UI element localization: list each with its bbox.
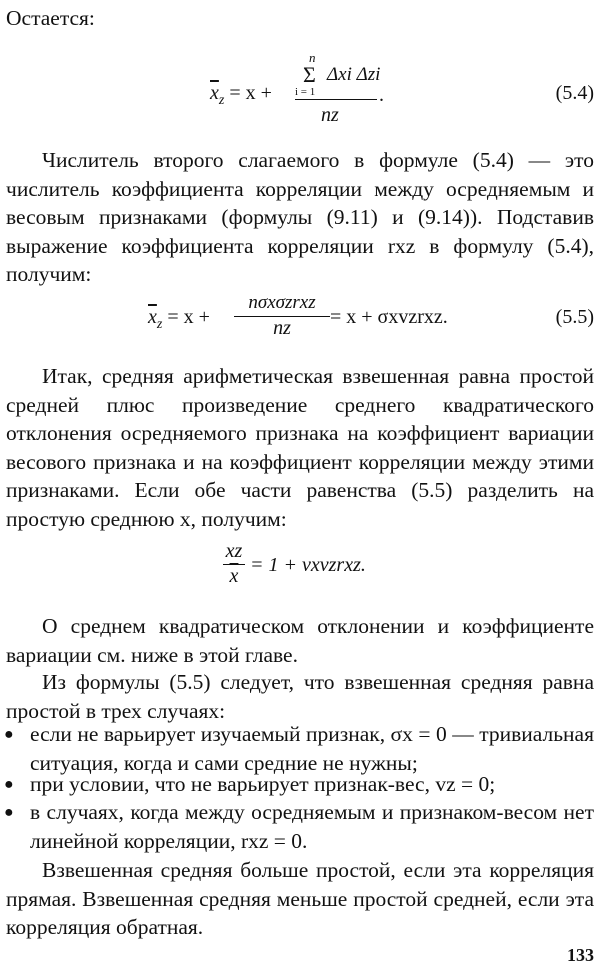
- eq54-fraction-bar: [295, 99, 377, 100]
- paragraph-2: Итак, средняя арифметическая взвешенная равна простой средней плюс произведение среднего квадратического отклонения осредняемого признака на коэффициент вариации весового признака и на коэффициент корреляции между этими признаками. Если обе части равенства (5.5) разделить на простую среднюю x, получим:: [6, 364, 594, 531]
- bullet-dot-2: ●: [4, 776, 14, 793]
- paragraph-4: Из формулы (5.5) следует, что взвешенная средняя равна простой в трех случаях:: [6, 670, 594, 723]
- bullet-dot-1: ●: [4, 726, 14, 743]
- eq54-lhs-sub: z: [218, 93, 225, 108]
- eq54-denominator: nz: [321, 104, 339, 126]
- ratio-numerator: xz: [225, 540, 243, 562]
- paragraph-5: Взвешенная средняя больше простой, если эта корреляция прямая. Взвешенная средняя меньше простой средней, если эта корреляция обратная.: [6, 858, 594, 939]
- equation-5-5: [0, 292, 600, 352]
- equation-ratio: [0, 540, 600, 600]
- eq55-mid: = x +: [162, 306, 210, 328]
- eq54-number: (5.4): [555, 82, 594, 104]
- page-number: 133: [567, 945, 594, 965]
- eq55-denominator: nz: [273, 317, 291, 339]
- eq55-number: (5.5): [555, 306, 594, 328]
- intro-line: Остается:: [6, 6, 95, 30]
- bullet-item-2: при условии, что не варьирует признак-вес, vz = 0;: [30, 772, 496, 796]
- equation-5-4: [0, 52, 600, 130]
- bullet-item-1: если не варьирует изучаемый признак, σx = 0 — тривиальная ситуация, когда и сами средние не нужны;: [30, 722, 594, 775]
- eq54-sum-top: n: [309, 50, 316, 65]
- eq54-lhs: $\overline{x}$: [210, 82, 219, 104]
- bullet-item-3: в случаях, когда между осредняемым и признаком-весом нет линейной корреляции, rxz = 0.: [30, 800, 594, 853]
- eq55-rhs: = x + σxvzrxz.: [330, 306, 448, 328]
- ratio-denominator: x: [229, 565, 239, 587]
- eq55-lhs: $\overline{x}$: [148, 306, 157, 328]
- paragraph-3: О среднем квадратическом отклонении и коэффициенте вариации см. ниже в этой главе.: [6, 614, 594, 667]
- eq54-sum-terms: Δxi Δzi: [327, 64, 381, 85]
- bullet-dot-3: ●: [4, 804, 14, 821]
- eq54-sum-symbol: Σ: [303, 62, 316, 87]
- eq55-numerator: nσxσzrxz: [248, 292, 316, 313]
- eq55-lhs-sub: z: [156, 317, 163, 332]
- eq54-plus: = x +: [224, 82, 272, 104]
- eq54-sum-bottom: i = 1: [295, 86, 316, 98]
- paragraph-1: Числитель второго слагаемого в формуле (5.4) — это числитель коэффициента корреляции между осредняемым и весовым признаками (формулы (9.11) и (9.14)). Подставив выражение коэффициента корреляции rxz в формулу (5.4), получим:: [6, 148, 594, 286]
- eq54-tail: .: [379, 84, 384, 106]
- ratio-rhs: = 1 + vxvzrxz.: [250, 554, 366, 576]
